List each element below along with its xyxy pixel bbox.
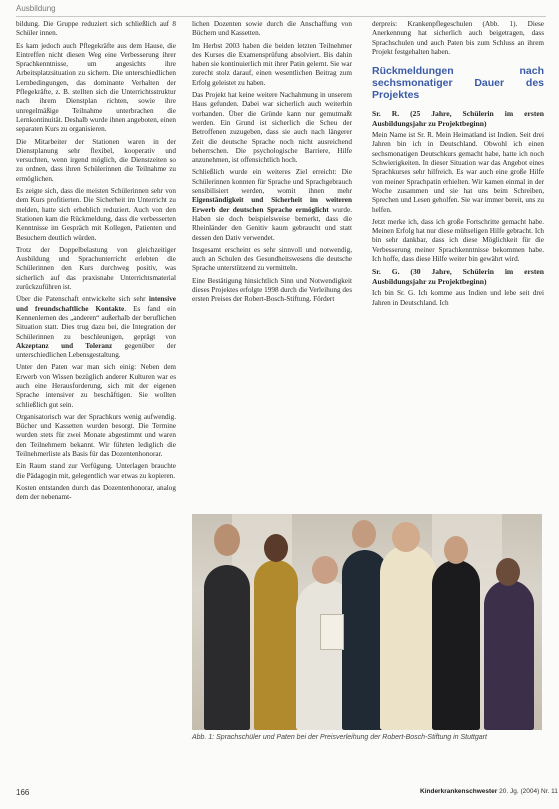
paragraph: Kosten entstanden durch das Dozentenhonorar, analog dem der nebenamt- bbox=[16, 483, 176, 502]
paragraph: Ein Raum stand zur Verfügung. Unterlagen brauchte die Pädagogin mit, gelegentlich war etwas zu kopieren. bbox=[16, 462, 176, 480]
award-photo bbox=[192, 514, 542, 730]
paragraph: derpreis: Krankenpflegeschulen (Abb. 1). Diese Anerkennung hat sicherlich auch beigetragen, dass Sprachschulen und auch Paten bis zum Schluss an ihrem Projekt festgehalten haben. bbox=[372, 20, 544, 56]
certificate-icon bbox=[320, 614, 344, 650]
page-number: 166 bbox=[16, 788, 30, 797]
journal-issue: 20. Jg. (2004) Nr. 11 bbox=[499, 788, 558, 795]
subheading: Sr. R. (25 Jahre, Schülerin im ersten Ausbildungsjahr zu Projektbeginn) bbox=[372, 109, 544, 128]
paragraph: Es kam jedoch auch Pflegekräfte aus dem Hause, die Eintreffen nicht diesen Weg eine Verbesserung ihrer Sprachkenntnisse, um angesichts ihre Arbeitsplatzsituation zu sichern. Die unterschiedlichen Lernbedingungen, das dominante Verhalten der Pflegekräfte, z. B. stellten sich die Unterrichtsstruktur nach ihrem Dienstplan richten, sowie ihre unregelmäßige Teilnahme unterbrachen die Lernkontinuität. Deshalb wurde ihnen angeboten, einen separaten Kurs zu organisieren. bbox=[16, 41, 176, 134]
paragraph: Eine Bestätigung hinsichtlich Sinn und Notwendigkeit dieses Projektes erfolgte 1998 durch die Verleihung des ersten Preises der Robert-Bosch-Stiftung. Fördert bbox=[192, 276, 352, 304]
column-2 bbox=[192, 20, 352, 510]
paragraph: Jetzt merke ich, dass ich große Fortschritte gemacht habe. Meinen Erfolg hat nur diese mühseligen Hilfe gebracht. Ich bin sehr dankbar, dass ich diese Möglichkeit für die Verbesserung meiner Sprachkenntnisse bekommen habe. Ich hoffe, dass diese Hilfe weiter bin gewährt wird. bbox=[372, 217, 544, 264]
figure-caption: Abb. 1: Sprachschüler und Paten bei der Preisverleihung der Robert-Bosch-Stiftung in Stuttgart bbox=[192, 734, 487, 741]
paragraph: Ich bin Sr. G. Ich komme aus Indien und lebe seit drei Jahren in Deutschland. Ich bbox=[372, 289, 544, 307]
column-1 bbox=[16, 20, 176, 506]
header-rule bbox=[16, 16, 546, 17]
paragraph: Trotz der Doppelbelastung von gleichzeitiger Ausbildung und Sprachunterricht erlebten die Schülerinnen den Kurs durchweg positiv, was sicherlich auf das praxisnahe Unterrichtsmaterial zurückzuführen ist. bbox=[16, 245, 176, 292]
paragraph: Im Herbst 2003 haben die beiden letzten Teilnehmer des Kurses die Examensprüfung absolviert. Bis dahin haben sie kontinuierlich mit ihrer Patin gelernt. Sie war zurecht stolz darauf, einen wesentlichen Beitrag zum Erfolg geleistet zu haben. bbox=[192, 41, 352, 87]
paragraph: Mein Name ist Sr. R. Mein Heimatland ist Indien. Seit drei Jahren bin ich in Deutschland. Obwohl ich einen sechsmonatigen Deutschkurs gemacht habe, hatte ich noch Schwierigkeiten. In dieser Situation war das Angebot eines Sprachkurses sehr hilfreich. Es war auch eine große Hilfe von meiner Sprachpatin erhielten. Wir kamen einmal in der Woche zusammen und sie hat uns beim Schreiben, Sprechen und Lesen geholfen. Sie war immer bereit, uns zu helfen. bbox=[372, 131, 544, 214]
paragraph: Organisatorisch war der Sprachkurs wenig aufwendig. Bücher und Kassetten wurden besorgt. Die Termine wurden stets für zwei Monate abgestimmt und waren den Teilnehmern bekannt. Wir führten lediglich die Teilnehmerliste als Basis für das Dozentenhonorar. bbox=[16, 412, 176, 459]
paragraph: Es zeigte sich, dass die meisten Schülerinnen sehr von dem Kurs profitierten. Die Sicherheit im Unterricht zu melden, hatte sich erheblich reduziert. Auch von den Stationen kam die Rückmeldung, dass die verbesserten Kenntnisse im Gespräch mit Kollegen, Patienten und Besuchern deutlich würden. bbox=[16, 187, 176, 242]
section-title: Rückmeldungen nach sechsmonatiger Dauer des Projektes bbox=[372, 65, 544, 102]
section-header: Ausbildung bbox=[16, 4, 56, 13]
journal-footer bbox=[420, 788, 558, 795]
journal-name: Kinderkrankenschwester bbox=[420, 788, 498, 795]
paragraph: Insgesamt erscheint es sehr sinnvoll und notwendig, auch an Schulen des Gesundheitswesens die deutsche Sprache unterstützend zu vermitteln. bbox=[192, 245, 352, 273]
paragraph: Die Mitarbeiter der Stationen waren in der Dienstplanung sehr flexibel, kooperativ und versuchten, wenn irgend möglich, die Dienstzeiten so zu ordnen, dass ihren Schülerinnen die Teilnahme zu ermöglichen. bbox=[16, 137, 176, 183]
paragraph: bildung. Die Gruppe reduziert sich schließlich auf 8 Schüler innen. bbox=[16, 20, 176, 38]
paragraph: Schließlich wurde ein weiteres Ziel erreicht: Die Schülerinnen konnten für Sprache und Sprachgebrauch sensibilisiert werden, womit ihnen mehr Eigenständigkeit und Sicherheit im weiteren Erwerb der deutschen Sprache ermöglicht wurde. Haben sie doch beispielsweise bemerkt, dass die Rheinländer den Genitiv kaum gebraucht und statt dessen den Dativ verwendet. bbox=[192, 168, 352, 242]
paragraph: lichen Dozenten sowie durch die Anschaffung von Büchern und Kassetten. bbox=[192, 20, 352, 38]
paragraph: Das Projekt hat keine weitere Nachahmung in unserem Haus gefunden. Dabei war sicherlich auch weiterhin vorhanden. Über die Gründe kann nur gemutmaßt werden. Ein Grund ist sicherlich die Scheu der Betroffenen zuzugeben, dass sie auch nach längerer Zeit die deutsche Sprache noch nicht ausreichend beherrschen. Die psychologische Barriere, Hilfe anzunehmen, ist offensichtlich hoch. bbox=[192, 91, 352, 165]
column-3 bbox=[372, 20, 544, 510]
paragraph: Unter den Paten war man sich einig: Neben dem Erwerb von Wissen bezüglich anderer Kulturen war es auch eine Herausforderung, sich mit der eigenen Sprache intensiver zu beschäftigen. Sie wollten schließlich gut sein. bbox=[16, 363, 176, 409]
paragraph: Über die Patenschaft entwickelte sich sehr intensive und freundschaftliche Kontakte. Es fand ein Kennenlernen des „anderen“ außerhalb der beruflichen Situation statt. Dies trug dazu bei, die Integration der Schülerinnen zu beschleunigen, geprägt von Akzeptanz und Toleranz gegenüber der unterschiedlichen Lebensgestaltung. bbox=[16, 295, 176, 360]
subheading: Sr. G. (30 Jahre, Schülerin im ersten Ausbildungsjahr zu Projektbeginn) bbox=[372, 267, 544, 286]
